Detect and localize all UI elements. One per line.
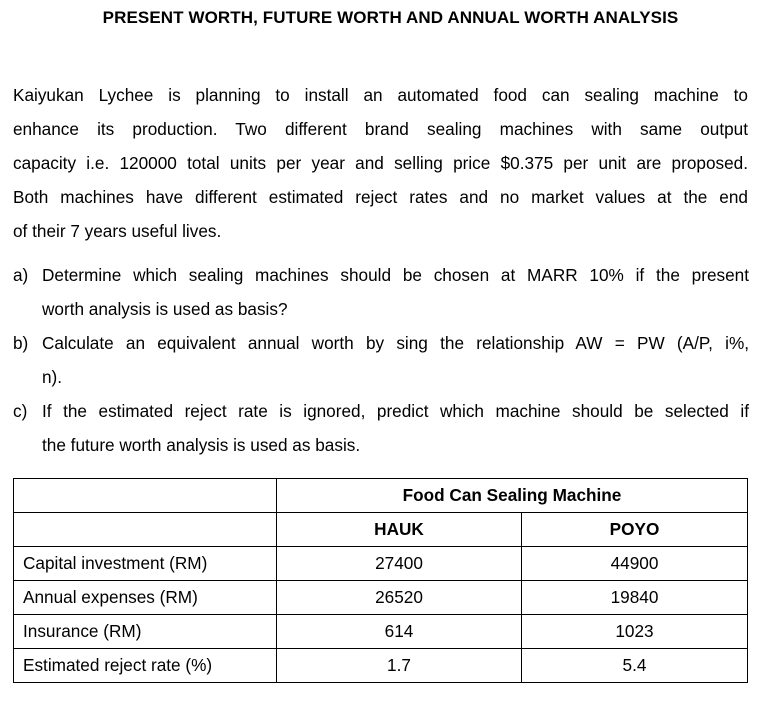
question-line: Determine which sealing machines should be chosen at MARR 10% if the present: [42, 265, 749, 285]
table-cell-empty: [14, 479, 277, 513]
column-header-hauk: HAUK: [277, 513, 522, 547]
intro-line: capacity i.e. 120000 total units per year and selling price $0.375 per unit are proposed.: [13, 153, 748, 173]
cell-value: 5.4: [522, 649, 748, 683]
cell-value: 44900: [522, 547, 748, 581]
cell-value: 19840: [522, 581, 748, 615]
question-marker: c): [13, 401, 28, 421]
group-header: Food Can Sealing Machine: [277, 479, 748, 513]
row-label: Annual expenses (RM): [14, 581, 277, 615]
row-label: Estimated reject rate (%): [14, 649, 277, 683]
table-row: [14, 581, 748, 615]
cell-value: 614: [277, 615, 522, 649]
cell-value: 27400: [277, 547, 522, 581]
row-label: Capital investment (RM): [14, 547, 277, 581]
table-row: [14, 615, 748, 649]
table-row: [14, 649, 748, 683]
cell-value: 26520: [277, 581, 522, 615]
machine-comparison-table: [13, 478, 748, 683]
question-line: the future worth analysis is used as basis.: [42, 435, 361, 455]
row-label: Insurance (RM): [14, 615, 277, 649]
question-marker: a): [13, 265, 29, 285]
page-title: PRESENT WORTH, FUTURE WORTH AND ANNUAL WORTH ANALYSIS: [102, 8, 679, 27]
table-header-row: [14, 513, 748, 547]
table-row: [14, 547, 748, 581]
question-marker: b): [13, 333, 29, 353]
intro-line: enhance its production. Two different brand sealing machines with same output: [13, 119, 748, 139]
table-group-header-row: [14, 479, 748, 513]
question-line: worth analysis is used as basis?: [42, 299, 288, 319]
cell-value: 1023: [522, 615, 748, 649]
question-line: If the estimated reject rate is ignored, predict which machine should be selected if: [42, 401, 749, 421]
cell-value: 1.7: [277, 649, 522, 683]
intro-paragraph: [13, 78, 748, 248]
question-line: n).: [42, 367, 63, 387]
intro-line: Kaiyukan Lychee is planning to install an automated food can sealing machine to: [13, 85, 748, 105]
column-header-poyo: POYO: [522, 513, 748, 547]
table-cell-empty: [14, 513, 277, 547]
intro-line: Both machines have different estimated reject rates and no market values at the end: [13, 187, 748, 207]
question-line: Calculate an equivalent annual worth by sing the relationship AW = PW (A/P, i%,: [42, 333, 749, 353]
intro-line: of their 7 years useful lives.: [13, 221, 222, 241]
